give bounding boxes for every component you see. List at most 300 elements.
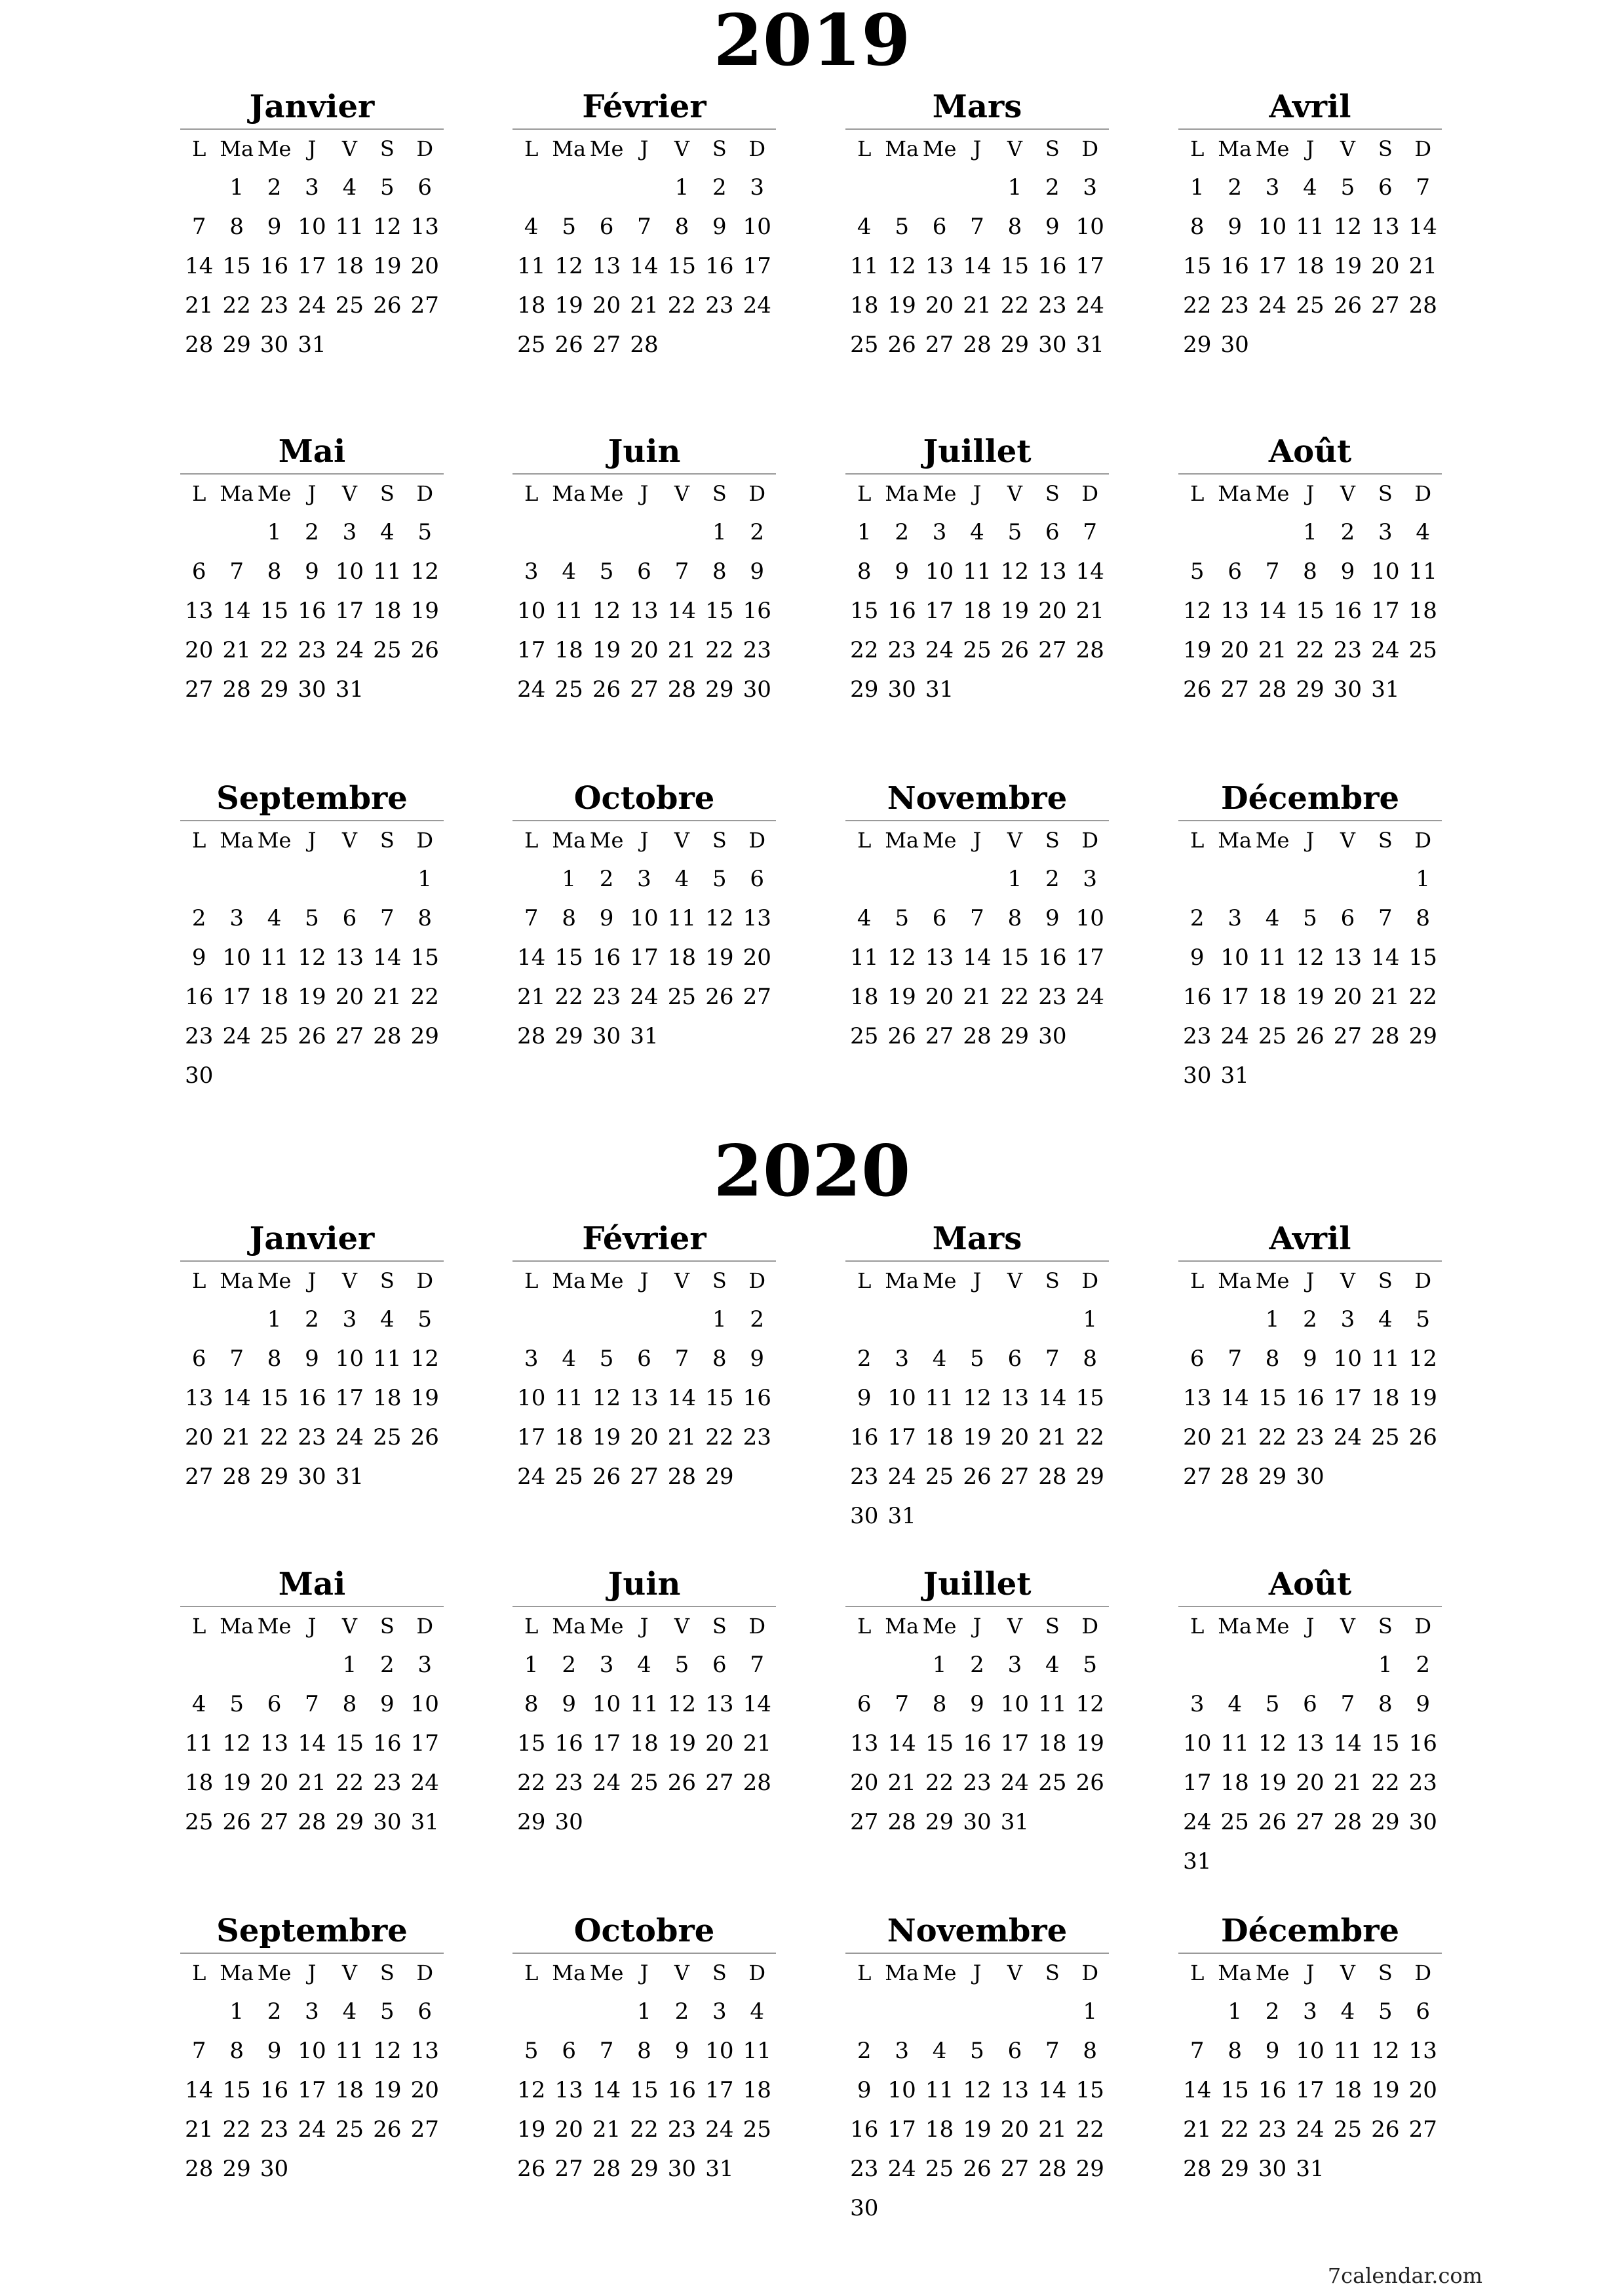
day-number: 8 xyxy=(1083,1346,1098,1372)
day-number: 10 xyxy=(517,1385,546,1411)
day-number: 30 xyxy=(667,2156,697,2182)
day-number: 14 xyxy=(1408,214,1437,240)
day-number: 23 xyxy=(185,1023,214,1049)
day-number: 2 xyxy=(857,1346,872,1372)
day-number: 9 xyxy=(750,558,765,585)
weekday-label: Me xyxy=(257,1960,292,1985)
day-number: 31 xyxy=(410,1809,439,1835)
day-number: 6 xyxy=(562,2038,576,2064)
weekday-label: L xyxy=(192,1268,206,1293)
day-number: 8 xyxy=(267,558,282,585)
week-row xyxy=(180,246,444,286)
month-block xyxy=(1178,1217,1442,1496)
weekday-label: L xyxy=(524,1268,539,1293)
week-row xyxy=(845,899,1109,938)
week-row xyxy=(180,859,444,899)
weekday-label: L xyxy=(1190,136,1205,161)
day-number: 31 xyxy=(1183,1848,1212,1875)
weekday-header xyxy=(845,1607,1109,1645)
weekday-label: J xyxy=(1305,1960,1315,1985)
week-row xyxy=(180,286,444,325)
weekday-label: D xyxy=(416,1960,434,1985)
weekday-label: Me xyxy=(589,828,624,853)
weekday-label: D xyxy=(748,136,766,161)
day-number: 8 xyxy=(1228,2038,1242,2064)
weekday-label: D xyxy=(1081,1614,1099,1639)
day-number: 16 xyxy=(298,1385,326,1411)
day-number: 6 xyxy=(1007,1346,1022,1372)
weekday-label: D xyxy=(748,828,766,853)
week-row xyxy=(180,552,444,591)
day-number: 10 xyxy=(222,944,251,971)
day-number: 17 xyxy=(630,944,659,971)
week-row xyxy=(512,2149,776,2189)
day-number: 19 xyxy=(963,2116,992,2143)
day-number: 29 xyxy=(1075,2156,1104,2182)
day-number: 25 xyxy=(1038,1770,1067,1796)
day-number: 16 xyxy=(743,1385,771,1411)
day-number: 25 xyxy=(630,1770,659,1796)
weekday-label: V xyxy=(1340,1268,1355,1293)
weekday-label: V xyxy=(1007,481,1022,506)
weekday-label: Ma xyxy=(1218,1614,1252,1639)
day-number: 1 xyxy=(712,1306,727,1333)
day-number: 23 xyxy=(1333,637,1363,663)
month-block xyxy=(180,1563,444,1842)
day-number: 28 xyxy=(887,1809,916,1835)
day-number: 13 xyxy=(925,253,954,279)
day-number: 18 xyxy=(925,1424,954,1450)
day-number: 13 xyxy=(1183,1385,1212,1411)
weekday-label: Me xyxy=(922,1268,957,1293)
day-number: 3 xyxy=(599,1652,614,1678)
day-number: 16 xyxy=(1258,2077,1287,2103)
day-number: 4 xyxy=(1340,1998,1355,2025)
day-number: 17 xyxy=(1183,1770,1212,1796)
day-number: 24 xyxy=(1220,1023,1249,1049)
weekday-label: Ma xyxy=(220,1268,254,1293)
day-number: 23 xyxy=(260,2116,289,2143)
weekday-label: J xyxy=(307,136,317,161)
weekday-label: Me xyxy=(1255,1268,1290,1293)
day-number: 19 xyxy=(592,1424,621,1450)
weekday-label: S xyxy=(1378,1268,1393,1293)
day-number: 16 xyxy=(260,2077,289,2103)
day-number: 15 xyxy=(335,1730,364,1757)
weekday-header xyxy=(1178,821,1442,859)
day-number: 6 xyxy=(932,214,947,240)
day-number: 2 xyxy=(267,174,282,201)
day-number: 2 xyxy=(1045,866,1060,892)
day-number: 8 xyxy=(1007,905,1022,931)
day-number: 25 xyxy=(850,332,879,358)
day-number: 12 xyxy=(963,2077,992,2103)
week-row xyxy=(180,1339,444,1378)
day-number: 30 xyxy=(1183,1062,1212,1089)
day-number: 7 xyxy=(1083,519,1098,545)
day-number: 28 xyxy=(1258,676,1287,703)
day-number: 11 xyxy=(1408,558,1437,585)
weekday-label: S xyxy=(379,1960,395,1985)
day-number: 7 xyxy=(599,2038,614,2064)
weekday-label: S xyxy=(1045,1960,1060,1985)
week-row xyxy=(1178,246,1442,286)
day-number: 19 xyxy=(373,2077,402,2103)
day-number: 3 xyxy=(637,866,651,892)
day-number: 20 xyxy=(554,2116,583,2143)
day-number: 14 xyxy=(517,944,546,971)
day-number: 18 xyxy=(850,292,879,319)
day-number: 16 xyxy=(592,944,621,971)
day-number: 14 xyxy=(963,944,992,971)
day-number: 1 xyxy=(712,519,727,545)
day-number: 17 xyxy=(335,598,364,624)
weekday-header xyxy=(1178,475,1442,513)
day-number: 20 xyxy=(630,637,659,663)
day-number: 30 xyxy=(887,676,916,703)
month-block xyxy=(512,1217,776,1496)
weekday-label: D xyxy=(416,828,434,853)
day-number: 17 xyxy=(410,1730,439,1757)
day-number: 1 xyxy=(417,866,433,892)
week-row xyxy=(180,2110,444,2149)
week-row xyxy=(180,1992,444,2031)
day-number: 6 xyxy=(750,866,765,892)
weekday-header xyxy=(845,130,1109,168)
day-number: 19 xyxy=(517,2116,546,2143)
day-number: 29 xyxy=(222,2156,251,2182)
day-number: 25 xyxy=(373,1424,402,1450)
day-number: 19 xyxy=(373,253,402,279)
week-row xyxy=(845,591,1109,631)
week-row xyxy=(180,938,444,977)
day-number: 19 xyxy=(1075,1730,1104,1757)
month-name: Septembre xyxy=(216,780,408,817)
day-number: 29 xyxy=(1075,1464,1104,1490)
weekday-header xyxy=(512,475,776,513)
weekday-label: J xyxy=(973,481,982,506)
week-row xyxy=(180,1300,444,1339)
day-number: 14 xyxy=(1183,2077,1212,2103)
day-number: 1 xyxy=(229,1998,244,2025)
day-number: 7 xyxy=(229,1346,244,1372)
weekday-label: Me xyxy=(257,1614,292,1639)
day-number: 22 xyxy=(1000,292,1030,319)
day-number: 22 xyxy=(1075,1424,1104,1450)
day-number: 12 xyxy=(963,1385,992,1411)
day-number: 23 xyxy=(260,292,289,319)
day-number: 31 xyxy=(1296,2156,1324,2182)
day-number: 30 xyxy=(260,2156,289,2182)
day-number: 9 xyxy=(599,905,614,931)
day-number: 18 xyxy=(554,1424,583,1450)
day-number: 8 xyxy=(712,1346,727,1372)
day-number: 3 xyxy=(305,174,319,201)
day-number: 2 xyxy=(1045,174,1060,201)
day-number: 26 xyxy=(887,1023,916,1049)
day-number: 2 xyxy=(1228,174,1242,201)
weekday-label: S xyxy=(1045,1614,1060,1639)
week-row xyxy=(845,1457,1109,1496)
week-row xyxy=(1178,207,1442,246)
day-number: 7 xyxy=(191,214,206,240)
day-number: 26 xyxy=(517,2156,546,2182)
day-number: 26 xyxy=(887,332,916,358)
day-number: 27 xyxy=(630,1464,659,1490)
week-row xyxy=(512,1017,776,1056)
day-number: 22 xyxy=(1371,1770,1400,1796)
day-number: 15 xyxy=(1075,2077,1104,2103)
day-number: 18 xyxy=(1038,1730,1067,1757)
weekday-header xyxy=(512,130,776,168)
day-number: 20 xyxy=(260,1770,289,1796)
weekday-label: Ma xyxy=(1218,828,1252,853)
weekday-label: D xyxy=(1081,136,1099,161)
day-number: 14 xyxy=(592,2077,621,2103)
weekday-label: S xyxy=(1045,136,1060,161)
day-number: 26 xyxy=(1333,292,1363,319)
day-number: 20 xyxy=(1183,1424,1212,1450)
day-number: 29 xyxy=(705,1464,734,1490)
weekday-label: S xyxy=(1378,1614,1393,1639)
day-number: 14 xyxy=(1258,598,1287,624)
day-number: 15 xyxy=(554,944,583,971)
day-number: 5 xyxy=(1265,1691,1280,1717)
month-block xyxy=(512,777,776,1056)
week-row xyxy=(1178,1378,1442,1418)
day-number: 14 xyxy=(373,944,402,971)
day-number: 3 xyxy=(1228,905,1242,931)
day-number: 6 xyxy=(1045,519,1060,545)
day-number: 10 xyxy=(887,2077,916,2103)
day-number: 19 xyxy=(1296,984,1324,1010)
day-number: 1 xyxy=(1083,1306,1098,1333)
day-number: 22 xyxy=(1258,1424,1287,1450)
day-number: 5 xyxy=(562,214,576,240)
day-number: 9 xyxy=(380,1691,395,1717)
day-number: 30 xyxy=(592,1023,621,1049)
day-number: 7 xyxy=(524,905,539,931)
day-number: 24 xyxy=(335,637,364,663)
week-row xyxy=(845,2031,1109,2071)
week-row xyxy=(845,2110,1109,2149)
week-row xyxy=(1178,1457,1442,1496)
day-number: 12 xyxy=(887,253,916,279)
day-number: 26 xyxy=(1000,637,1030,663)
day-number: 5 xyxy=(1083,1652,1098,1678)
day-number: 31 xyxy=(887,1503,916,1529)
day-number: 26 xyxy=(667,1770,697,1796)
day-number: 10 xyxy=(298,214,326,240)
day-number: 2 xyxy=(750,1306,765,1333)
day-number: 18 xyxy=(185,1770,214,1796)
week-row xyxy=(1178,1763,1442,1802)
day-number: 31 xyxy=(1371,676,1400,703)
day-number: 25 xyxy=(554,676,583,703)
day-number: 7 xyxy=(1045,1346,1060,1372)
day-number: 23 xyxy=(850,1464,879,1490)
weekday-label: D xyxy=(1414,1614,1432,1639)
day-number: 11 xyxy=(335,214,364,240)
day-number: 7 xyxy=(1045,2038,1060,2064)
day-number: 30 xyxy=(850,1503,879,1529)
day-number: 18 xyxy=(517,292,546,319)
day-number: 17 xyxy=(1075,253,1104,279)
day-number: 28 xyxy=(1038,2156,1067,2182)
day-number: 21 xyxy=(1038,2116,1067,2143)
weekday-label: V xyxy=(1007,136,1022,161)
day-number: 4 xyxy=(267,905,282,931)
weekday-label: D xyxy=(416,1268,434,1293)
month-block xyxy=(180,1909,444,2189)
day-number: 21 xyxy=(963,292,992,319)
week-row xyxy=(180,1017,444,1056)
day-number: 20 xyxy=(1371,253,1400,279)
weekday-label: V xyxy=(674,828,689,853)
day-number: 11 xyxy=(850,253,879,279)
day-number: 14 xyxy=(1038,1385,1067,1411)
day-number: 28 xyxy=(1038,1464,1067,1490)
day-number: 5 xyxy=(970,1346,984,1372)
day-number: 10 xyxy=(1333,1346,1363,1372)
day-number: 24 xyxy=(1183,1809,1212,1835)
month-name: Juin xyxy=(608,1566,681,1603)
day-number: 5 xyxy=(599,558,614,585)
day-number: 28 xyxy=(517,1023,546,1049)
day-number: 5 xyxy=(970,2038,984,2064)
weekday-label: J xyxy=(1305,481,1315,506)
weekday-label: Ma xyxy=(1218,1960,1252,1985)
day-number: 17 xyxy=(335,1385,364,1411)
day-number: 1 xyxy=(1265,1306,1280,1333)
month-name: Octobre xyxy=(573,1913,715,1949)
day-number: 14 xyxy=(222,598,251,624)
weekday-label: V xyxy=(341,1960,357,1985)
day-number: 25 xyxy=(963,637,992,663)
weekday-label: V xyxy=(674,1614,689,1639)
day-number: 25 xyxy=(850,1023,879,1049)
week-row xyxy=(1178,1992,1442,2031)
day-number: 3 xyxy=(524,558,539,585)
day-number: 26 xyxy=(963,1464,992,1490)
day-number: 22 xyxy=(554,984,583,1010)
day-number: 16 xyxy=(1183,984,1212,1010)
day-number: 12 xyxy=(410,558,439,585)
day-number: 12 xyxy=(1371,2038,1400,2064)
day-number: 13 xyxy=(554,2077,583,2103)
week-row xyxy=(1178,1802,1442,1842)
day-number: 10 xyxy=(1258,214,1287,240)
day-number: 5 xyxy=(674,1652,689,1678)
weekday-label: V xyxy=(1340,828,1355,853)
day-number: 16 xyxy=(1038,253,1067,279)
day-number: 8 xyxy=(562,905,576,931)
day-number: 9 xyxy=(1265,2038,1280,2064)
day-number: 15 xyxy=(705,1385,734,1411)
day-number: 27 xyxy=(743,984,771,1010)
day-number: 16 xyxy=(667,2077,697,2103)
day-number: 12 xyxy=(705,905,734,931)
day-number: 16 xyxy=(298,598,326,624)
day-number: 1 xyxy=(1228,1998,1242,2025)
weekday-header xyxy=(512,1954,776,1992)
week-row xyxy=(180,899,444,938)
day-number: 28 xyxy=(1371,1023,1400,1049)
day-number: 25 xyxy=(1220,1809,1249,1835)
weekday-label: Me xyxy=(922,1960,957,1985)
week-row xyxy=(845,1017,1109,1056)
month-name: Juillet xyxy=(923,1566,1032,1603)
day-number: 6 xyxy=(191,558,206,585)
day-number: 8 xyxy=(857,558,872,585)
day-number: 16 xyxy=(1296,1385,1324,1411)
day-number: 21 xyxy=(887,1770,916,1796)
day-number: 19 xyxy=(410,1385,439,1411)
day-number: 21 xyxy=(963,984,992,1010)
day-number: 13 xyxy=(1371,214,1400,240)
day-number: 20 xyxy=(185,1424,214,1450)
day-number: 10 xyxy=(1220,944,1249,971)
day-number: 14 xyxy=(1371,944,1400,971)
day-number: 9 xyxy=(1189,944,1205,971)
day-number: 5 xyxy=(417,519,433,545)
week-row xyxy=(845,2149,1109,2189)
day-number: 23 xyxy=(1296,1424,1324,1450)
day-number: 8 xyxy=(1416,905,1431,931)
month-block xyxy=(1178,430,1442,709)
weekday-label: V xyxy=(674,481,689,506)
day-number: 18 xyxy=(925,2116,954,2143)
weekday-label: Me xyxy=(1255,1614,1290,1639)
week-row xyxy=(1178,899,1442,938)
week-row xyxy=(845,977,1109,1017)
day-number: 12 xyxy=(410,1346,439,1372)
day-number: 27 xyxy=(705,1770,734,1796)
day-number: 14 xyxy=(1220,1385,1249,1411)
day-number: 11 xyxy=(1220,1730,1249,1757)
day-number: 7 xyxy=(970,214,984,240)
day-number: 26 xyxy=(1296,1023,1324,1049)
weekday-label: Ma xyxy=(552,1614,587,1639)
day-number: 20 xyxy=(850,1770,879,1796)
year-title: 2020 xyxy=(713,1130,911,1213)
weekday-label: J xyxy=(640,481,649,506)
day-number: 27 xyxy=(925,1023,954,1049)
weekday-label: Ma xyxy=(1218,1268,1252,1293)
weekday-label: J xyxy=(1305,828,1315,853)
weekday-label: J xyxy=(640,1614,649,1639)
weekday-label: L xyxy=(857,828,872,853)
week-row xyxy=(512,859,776,899)
day-number: 1 xyxy=(1007,866,1022,892)
day-number: 22 xyxy=(630,2116,659,2143)
week-row xyxy=(180,1457,444,1496)
day-number: 2 xyxy=(712,174,727,201)
day-number: 29 xyxy=(260,676,289,703)
day-number: 4 xyxy=(562,1346,576,1372)
weekday-label: S xyxy=(712,1960,727,1985)
day-number: 24 xyxy=(222,1023,251,1049)
weekday-label: D xyxy=(748,1268,766,1293)
day-number: 23 xyxy=(298,1424,326,1450)
day-number: 11 xyxy=(335,2038,364,2064)
day-number: 27 xyxy=(185,676,214,703)
day-number: 4 xyxy=(562,558,576,585)
day-number: 23 xyxy=(1258,2116,1287,2143)
month-name: Janvier xyxy=(249,1220,375,1257)
day-number: 16 xyxy=(850,1424,879,1450)
day-number: 6 xyxy=(932,905,947,931)
